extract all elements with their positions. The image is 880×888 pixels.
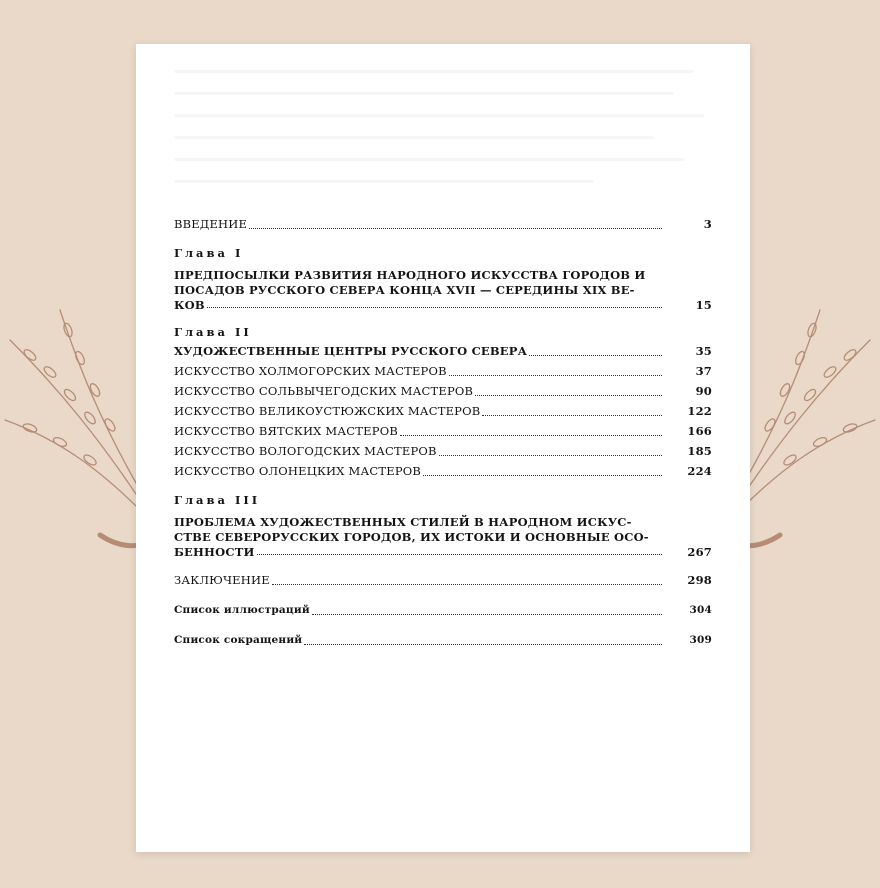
toc-entry-chapter3 (174, 545, 712, 560)
chapter-title-line: ПРЕДПОСЫЛКИ РАЗВИТИЯ НАРОДНОГО ИСКУССТВА ГОРОДОВ И (174, 268, 646, 282)
toc-section-label: ИСКУССТВО СОЛЬВЫЧЕГОДСКИХ МАСТЕРОВ (174, 384, 474, 398)
toc-section-label: ИСКУССТВО ХОЛМОГОРСКИХ МАСТЕРОВ (174, 364, 447, 378)
toc-entry-chapter1 (174, 298, 712, 313)
toc-section (174, 441, 712, 461)
toc-section-label: ИСКУССТВО ВЕЛИКОУСТЮЖСКИХ МАСТЕРОВ (174, 404, 481, 418)
leader-dots (304, 644, 662, 645)
toc-page-number: 267 (687, 545, 712, 559)
toc-page-number: 166 (687, 424, 712, 438)
table-of-contents (174, 214, 712, 650)
willow-branch-icon (0, 300, 150, 560)
leader-dots (475, 395, 662, 396)
leader-dots (439, 455, 662, 456)
toc-entry-label: ВВЕДЕНИЕ (174, 217, 248, 231)
toc-entry-intro (174, 214, 712, 234)
toc-entry-label: ЗАКЛЮЧЕНИЕ (174, 573, 270, 587)
leader-dots (400, 435, 662, 436)
chapter-title-line: СТВЕ СЕВЕРОРУССКИХ ГОРОДОВ, ИХ ИСТОКИ И ОСНОВНЫЕ ОСО- (174, 530, 649, 544)
toc-page-number: 35 (695, 344, 712, 358)
bleed-through-text (174, 58, 712, 218)
leader-dots (312, 614, 662, 615)
toc-entry-conclusion (174, 570, 712, 590)
leader-dots (482, 415, 662, 416)
chapter-title-line: БЕННОСТИ (174, 545, 255, 559)
toc-section (174, 361, 712, 381)
chapter-heading: Глава III (174, 493, 261, 507)
chapter-title: ХУДОЖЕСТВЕННЫЕ ЦЕНТРЫ РУССКОГО СЕВЕРА (174, 344, 528, 358)
leader-dots (207, 307, 662, 308)
toc-page-number: 3 (703, 217, 712, 231)
leader-dots (249, 228, 662, 229)
chapter-title-line: КОВ (174, 298, 205, 312)
toc-entry-illustrations (174, 600, 712, 620)
book-page (136, 44, 750, 852)
willow-branch-icon (730, 300, 880, 560)
toc-section (174, 381, 712, 401)
toc-page-number: 185 (687, 444, 712, 458)
leader-dots (257, 554, 662, 555)
toc-section-label: ИСКУССТВО ВОЛОГОДСКИХ МАСТЕРОВ (174, 444, 437, 458)
chapter-title-line: ПРОБЛЕМА ХУДОЖЕСТВЕННЫХ СТИЛЕЙ В НАРОДНОМ ИСКУС- (174, 515, 632, 529)
toc-page-number: 15 (695, 298, 712, 312)
leader-dots (449, 375, 662, 376)
toc-section-label: ИСКУССТВО ОЛОНЕЦКИХ МАСТЕРОВ (174, 464, 422, 478)
toc-entry-label: Список сокращений (174, 634, 303, 646)
toc-page-number: 37 (695, 364, 712, 378)
toc-page-number: 122 (687, 404, 712, 418)
chapter-heading: Глава II (174, 325, 252, 339)
toc-page-number: 298 (687, 573, 712, 587)
chapter-heading: Глава I (174, 246, 244, 260)
chapter-title-line: ПОСАДОВ РУССКОГО СЕВЕРА КОНЦА XVII — СЕРЕДИНЫ XIX ВЕ- (174, 283, 635, 297)
leader-dots (272, 584, 662, 585)
leader-dots (529, 355, 662, 356)
toc-page-number: 304 (689, 604, 712, 616)
toc-entry-label: Список иллюстраций (174, 604, 310, 616)
toc-page-number: 224 (687, 464, 712, 478)
toc-section (174, 401, 712, 421)
toc-page-number: 90 (695, 384, 712, 398)
toc-page-number: 309 (689, 634, 712, 646)
toc-section-label: ИСКУССТВО ВЯТСКИХ МАСТЕРОВ (174, 424, 398, 438)
toc-entry-chapter2 (174, 341, 712, 361)
toc-section (174, 461, 712, 481)
toc-entry-abbreviations (174, 630, 712, 650)
leader-dots (423, 475, 662, 476)
toc-section (174, 421, 712, 441)
